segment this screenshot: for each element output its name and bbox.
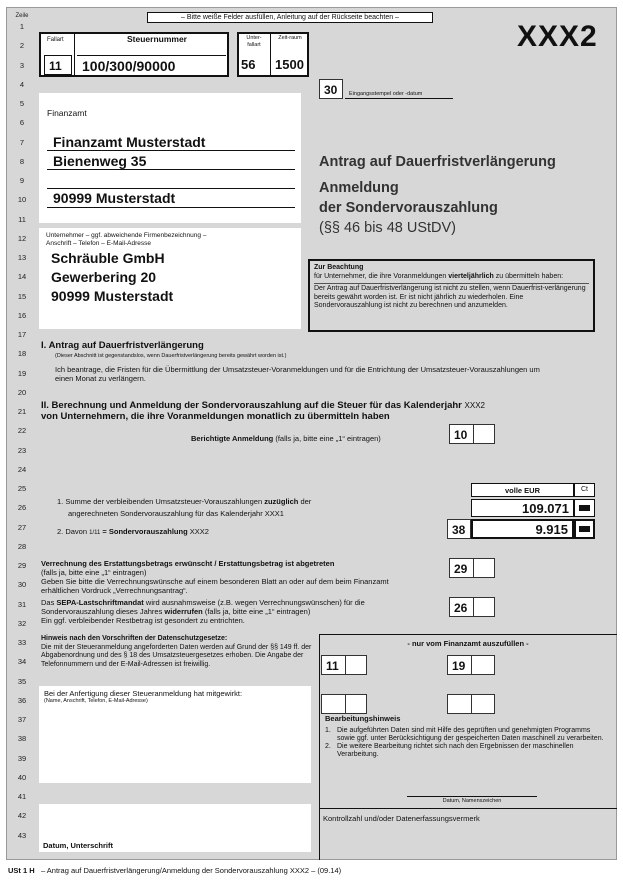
num: 2.	[325, 743, 331, 750]
line-number: 18	[17, 349, 27, 359]
line-number: 20	[17, 387, 27, 397]
item1-eur-field[interactable]: 109.071	[471, 499, 574, 517]
footer-code: USt 1 H	[8, 866, 35, 875]
item2-eur-field[interactable]: 9.915	[471, 519, 574, 539]
num: 1.	[325, 727, 331, 734]
beachtung-box	[308, 259, 595, 332]
mitwirkung-label: Bei der Anfertigung dieser Steueranmeldung hat mitgewirkt:	[44, 689, 243, 698]
berichtigt-label	[191, 434, 381, 443]
unternehmer-street[interactable]: Gewerbering 20	[51, 269, 157, 285]
beachtung-text1	[314, 273, 589, 282]
item1-label2: angerechneten Sondervorauszahlung für das Kalenderjahr XXX1	[68, 509, 284, 518]
text: von Unternehmern, die ihre Voranmeldungen monatlich zu übermitteln haben	[41, 411, 390, 422]
divider	[319, 808, 617, 809]
verrechnung-heading: Verrechnung des Erstattungsbetrags erwünscht / Erstattungsbetrag ist abgetreten	[41, 559, 335, 568]
text: der	[298, 497, 312, 506]
line-number: 33	[17, 638, 27, 647]
text: (falls ja, bitte eine „1“ eintragen)	[273, 434, 381, 443]
line-number: 4	[19, 79, 25, 89]
section2-heading	[41, 400, 601, 422]
text: (falls ja, bitte eine „1“ eintragen)	[202, 607, 311, 616]
line-number: 22	[17, 426, 27, 436]
beachtung-heading: Zur Beachtung	[314, 264, 364, 271]
bearb-list	[325, 727, 609, 759]
line-number: 41	[17, 792, 27, 801]
verrechnung-field[interactable]	[473, 558, 495, 578]
line-number: 11	[18, 214, 26, 224]
text: 2. Davon	[57, 527, 90, 536]
text: für Unternehmer, die ihre Voranmeldungen	[314, 272, 449, 280]
sepa-field[interactable]	[473, 597, 495, 617]
unterfallart-field[interactable]: 56	[241, 57, 256, 72]
verrechnung-line2: (falls ja, bitte eine „1“ eintragen)	[41, 568, 147, 577]
text-bold: zuzüglich	[264, 497, 299, 506]
section1-note: (Dieser Abschnitt ist gegenstandslos, wenn Dauerfristverlängerung bereits gewährt worden ist.)	[55, 353, 287, 359]
text: 1. Summe der verbleibenden Umsatzsteuer-Vorauszahlungen	[57, 497, 265, 506]
line-number: 42	[17, 811, 27, 821]
fa-field-a1[interactable]	[321, 694, 345, 714]
text-bold: widerrufen	[164, 607, 203, 616]
fallart-field[interactable]: 11	[44, 55, 72, 75]
instruction-banner: – Bitte weiße Felder ausfüllen, Anleitung auf der Rückseite beachten –	[147, 12, 433, 23]
bearb-item	[325, 743, 609, 759]
text-bold: SEPA-Lastschriftmandat	[56, 598, 144, 607]
text: zu übermitteln haben:	[493, 272, 564, 280]
field-line	[47, 207, 295, 208]
line-number: 43	[17, 830, 27, 840]
mitwirkung-sublabel: (Name, Anschrift, Telefon, E-Mail-Adresse)	[44, 698, 148, 704]
berichtigt-field[interactable]	[473, 424, 495, 444]
divider	[314, 283, 589, 284]
fa-field-b2[interactable]	[471, 694, 495, 714]
line-number: 3	[19, 60, 25, 70]
col-header-ct: Ct	[574, 483, 595, 497]
bearb-item	[325, 727, 609, 743]
line-number: 14	[17, 272, 27, 282]
field-line	[47, 188, 295, 189]
fa-code-11: 11	[321, 655, 345, 675]
line-number: 15	[17, 291, 27, 301]
datum-line	[407, 796, 537, 797]
line-number: 27	[17, 522, 27, 532]
text: Die weitere Bearbeitung richtet sich nach den Ergebnissen der maschinellen Verarbeitung.	[337, 743, 574, 758]
line-number: 10	[17, 195, 27, 205]
datum-label: Datum, Namenszeichen	[442, 798, 502, 804]
item1-ct-field[interactable]	[574, 499, 595, 517]
line-number: 32	[17, 618, 27, 628]
eingang-line	[345, 98, 453, 99]
text: Sondervorauszahlung dieses Jahres	[41, 607, 165, 616]
finanzamt-street[interactable]: Bienenweg 35	[53, 153, 147, 169]
line-number: 17	[17, 330, 27, 339]
sepa-line1	[41, 598, 451, 607]
line-number: 2	[19, 41, 25, 51]
text: Die aufgeführten Daten sind mit Hilfe des geprüften und genehmigten Programms sowie ggf. unter Berücksichtigung der gespeicherten Daten maschinell zu verarbeiten.	[337, 727, 604, 742]
line-number: 1	[19, 22, 25, 31]
field-line	[47, 169, 295, 170]
finanzamt-name[interactable]: Finanzamt Musterstadt	[53, 134, 206, 150]
item2-label	[57, 527, 209, 538]
datenschutz-text: Die mit der Steueranmeldung angeforderten Daten werden auf Grund der §§ 149 ff. der Abgabenordnung und des § 18 des Umsatzsteuergesetzes erhoben. Die Angabe der Telefonnummern und der E-Mail-Adressen ist freiwillig.	[41, 643, 312, 668]
line-number: 31	[17, 599, 27, 609]
title-line4: (§§ 46 bis 48 UStDV)	[319, 220, 457, 236]
finanzamt-city[interactable]: 90999 Musterstadt	[53, 190, 176, 206]
berichtigt-code: 10	[449, 424, 473, 444]
sepa-line2	[41, 607, 451, 616]
line-number: 30	[17, 580, 27, 590]
text-bold: Berichtigte Anmeldung	[191, 434, 274, 443]
unterfallart-label: Unter-fallart	[246, 35, 262, 48]
fa-field-b1[interactable]	[447, 694, 471, 714]
sepa-block	[41, 598, 451, 625]
line-number: 35	[17, 676, 27, 686]
text: Das	[41, 598, 57, 607]
ct-blackout	[579, 505, 590, 511]
line-number: 37	[17, 715, 27, 724]
zeitraum-label: Zeit-raum	[278, 35, 302, 41]
fa-field-11[interactable]	[345, 655, 367, 675]
line-number: 8	[19, 156, 25, 166]
text-bold: vierteljährlich	[448, 272, 494, 280]
text: II. Berechnung und Anmeldung der Sondervorauszahlung auf die Steuer für das Kalenderjahr	[41, 400, 465, 411]
col-header-eur: volle EUR	[471, 483, 574, 497]
line-number: 39	[17, 753, 27, 763]
eingang-code: 30	[319, 79, 343, 99]
title-line1: Antrag auf Dauerfristverlängerung	[319, 154, 556, 170]
text: wird ausnahmsweise (z.B. wegen Verrechnungswünschen) für die	[143, 598, 365, 607]
fa-code-19: 19	[447, 655, 471, 675]
item2-ct-field[interactable]	[574, 519, 595, 539]
line-number: 16	[17, 310, 27, 320]
verrechnung-line4: erhältlichen Vordruck „Verrechnungsantrag“.	[41, 586, 188, 595]
item1-label	[57, 497, 311, 506]
zeile-label: Zeile	[15, 13, 29, 19]
signature-label: Datum, Unterschrift	[43, 841, 114, 850]
line-number: 26	[17, 503, 27, 513]
bearb-heading: Bearbeitungshinweis	[325, 714, 401, 723]
form-code: XXX2	[517, 20, 598, 53]
line-number: 5	[19, 99, 25, 108]
fa-field-19[interactable]	[471, 655, 495, 675]
line-number: 25	[17, 484, 27, 493]
sepa-code: 26	[449, 597, 473, 617]
field-line	[47, 150, 295, 151]
zeitraum-field[interactable]: 1500	[275, 57, 304, 72]
kontroll-label: Kontrollzahl und/oder Datenerfassungsvermerk	[323, 814, 480, 823]
finanzamt-label: Finanzamt	[47, 108, 87, 118]
line-number: 38	[17, 734, 27, 744]
line-number: 12	[17, 233, 27, 243]
fallart-label: Fallart	[47, 37, 64, 43]
verrechnung-code: 29	[449, 558, 473, 578]
line-number: 6	[19, 118, 25, 128]
line-number: 21	[17, 407, 27, 416]
divider	[74, 32, 75, 77]
fa-field-a2[interactable]	[345, 694, 367, 714]
footer-text: – Antrag auf Dauerfristverlängerung/Anmeldung der Sondervorauszahlung XXX2 – (09.14)	[40, 866, 342, 875]
text-bold: = Sondervorauszahlung	[100, 527, 188, 536]
mitwirkung-box[interactable]	[39, 686, 311, 783]
unternehmer-name[interactable]: Schräuble GmbH	[51, 250, 165, 266]
fraction: 1/11	[89, 530, 101, 536]
eingang-label: Eingangsstempel oder -datum	[349, 91, 423, 97]
line-number: 34	[17, 657, 27, 667]
form-page	[6, 7, 617, 860]
steuernummer-field[interactable]: 100/300/90000	[77, 55, 226, 75]
steuernummer-label: Steuernummer	[127, 34, 187, 44]
unternehmer-city[interactable]: 90999 Musterstadt	[51, 288, 174, 304]
line-number: 28	[17, 541, 27, 551]
title-line3: der Sondervorauszahlung	[319, 200, 498, 216]
sepa-line3: Ein ggf. verbleibender Restbetrag ist gesondert zu entrichten.	[41, 616, 245, 625]
line-number: 19	[17, 368, 27, 378]
line-number: 40	[17, 772, 27, 782]
ct-blackout	[579, 526, 590, 532]
line-number: 24	[17, 464, 27, 474]
text: XXX2	[464, 401, 485, 410]
line-number: 29	[17, 561, 27, 570]
line-number: 9	[19, 176, 25, 185]
unternehmer-label1: Unternehmer – ggf. abweichende Firmenbezeichnung –	[46, 232, 207, 239]
line-number: 7	[19, 137, 25, 147]
footer	[8, 866, 341, 875]
finanzamt-only-heading: - nur vom Finanzamt auszufüllen -	[407, 639, 529, 648]
text: XXX2	[187, 527, 209, 536]
line-number: 36	[17, 695, 27, 705]
unternehmer-label2: Anschrift – Telefon – E-Mail-Adresse	[46, 240, 152, 247]
datenschutz-block	[41, 635, 317, 669]
divider	[270, 32, 271, 77]
item2-code: 38	[447, 519, 471, 539]
line-number: 13	[17, 253, 27, 262]
datenschutz-heading: Hinweis nach den Vorschriften der Datenschutzgesetze:	[41, 635, 228, 642]
verrechnung-line3: Geben Sie bitte die Verrechnungswünsche auf einem besonderen Blatt an oder auf dem beim Finanzamt	[41, 577, 389, 586]
title-line2: Anmeldung	[319, 180, 399, 196]
line-number: 23	[17, 445, 27, 455]
section1-heading: I. Antrag auf Dauerfristverlängerung	[41, 340, 204, 351]
section1-text: Ich beantrage, die Fristen für die Übermittlung der Umsatzsteuer-Voranmeldungen und für die Entrichtung der Umsatzsteuer-Vorauszahlungen um einen Monat zu verlängern.	[55, 365, 540, 383]
beachtung-text2: Der Antrag auf Dauerfristverlängerung ist nicht zu stellen, wenn Dauerfrist-verlängerung bereits gewährt worden ist. Er ist nicht jährlich zu wiederholen. Eine Sondervorauszahlung ist nicht zu berechnen und anzumelden.	[314, 285, 586, 309]
verrechnung-block	[41, 559, 451, 595]
